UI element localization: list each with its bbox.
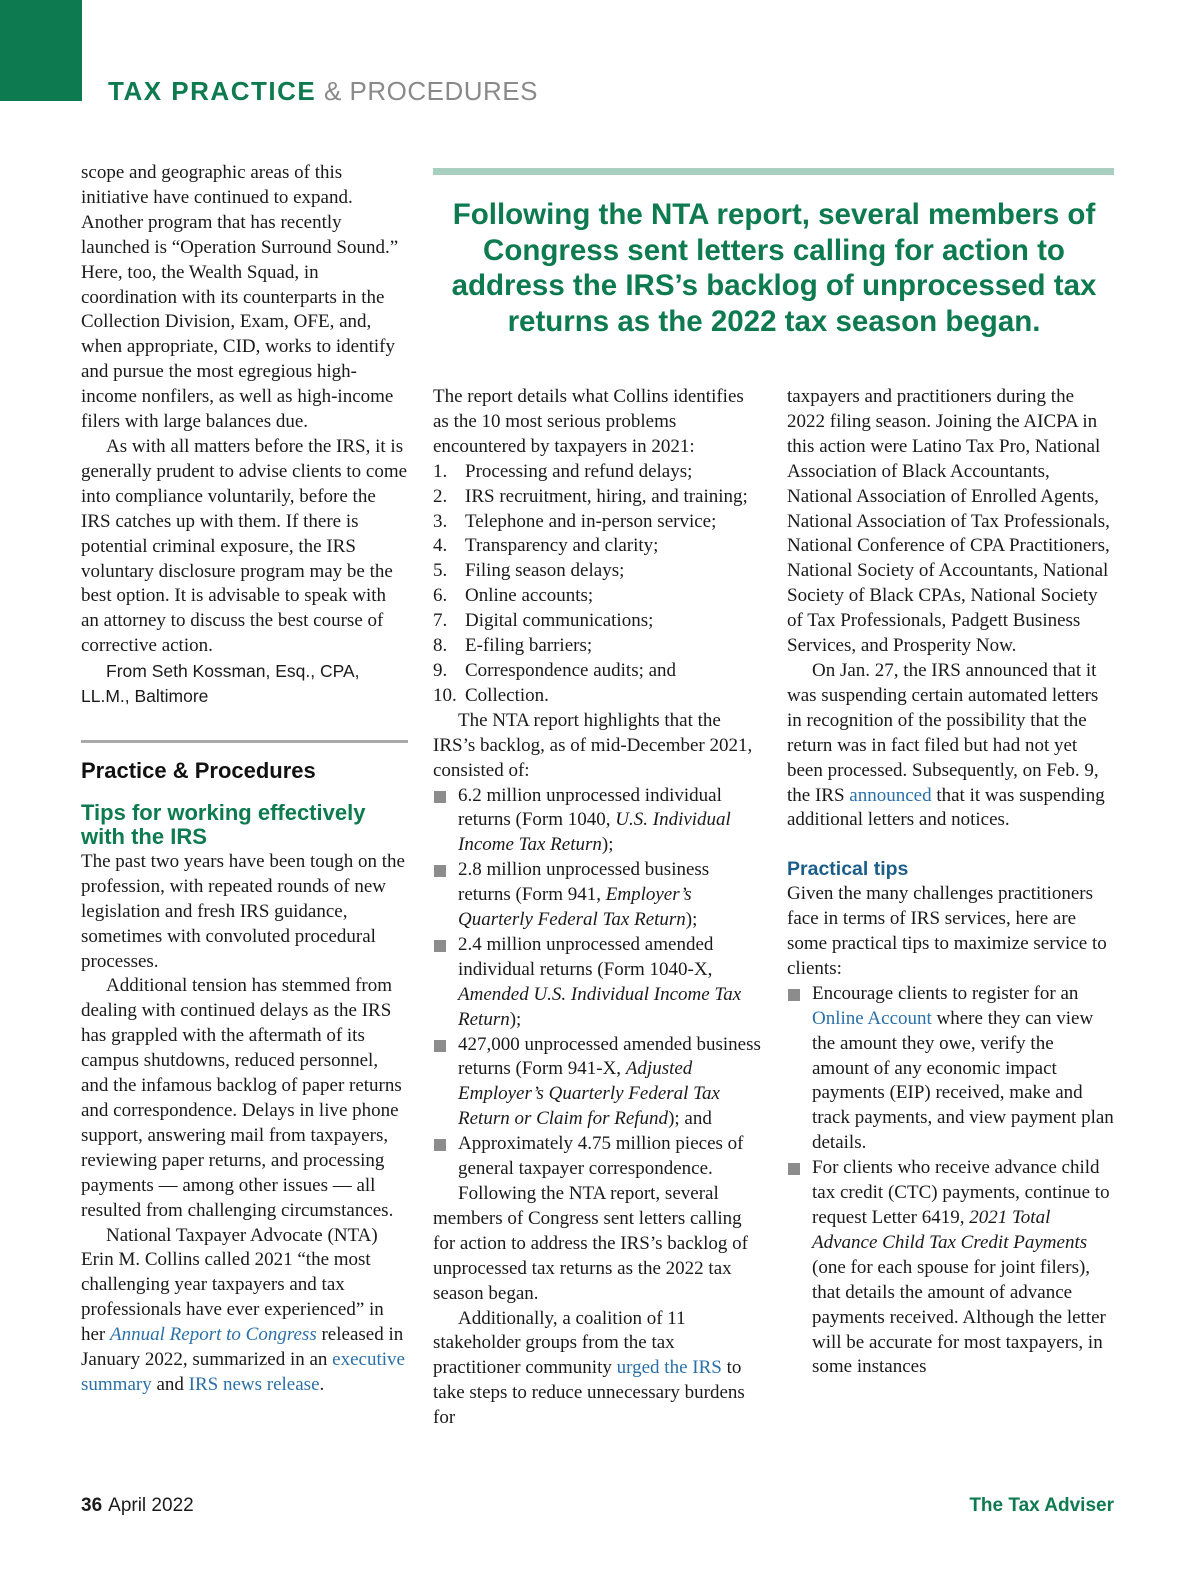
column-left: [81, 161, 408, 1398]
practical-tips-heading: Practical tips: [787, 858, 909, 881]
section-header: [108, 76, 538, 107]
article-title: Tips for working effectively with the IRS: [81, 799, 366, 850]
online-account-link[interactable]: Online Account: [812, 1007, 932, 1029]
paragraph: As with all matters before the IRS, it is generally prudent to advise clients to come into compliance voluntarily, before the IRS catches up with them. If there is potential criminal exposure, the IRS voluntary disclosure program may be the best option. It is advisable to speak with an attorney to discuss the best course of corrective action.: [81, 435, 408, 657]
list-item: 5. Filing season delays;: [433, 560, 625, 582]
issue-date: April 2022: [108, 1495, 194, 1516]
list-item: For clients who receive advance child tax credit (CTC) payments, continue to request Letter 6419, 2021 Total Advance Child Tax Credit Payments (one for each spouse for joint filers), that details the amount of advance payments received. Although the letter will be accurate for most taxpayers, in some instances: [787, 1156, 1114, 1380]
pull-quote-rule: [433, 168, 1114, 175]
irs-news-release-link[interactable]: IRS news release: [188, 1373, 320, 1395]
urged-the-irs-link[interactable]: urged the IRS: [616, 1357, 722, 1379]
publication-name: The Tax Adviser: [969, 1495, 1114, 1516]
backlog-list: [433, 784, 761, 1183]
annual-report-link[interactable]: Annual Report to Congress: [110, 1324, 317, 1346]
tips-list: [787, 982, 1114, 1381]
list-item: 2.8 million unprocessed business returns (Form 941, Employer’s Quarterly Federal Tax Return);: [433, 858, 761, 933]
list-item: 6.2 million unprocessed individual returns (Form 1040, U.S. Individual Income Tax Return);: [433, 784, 761, 859]
paragraph: Additionally, a coalition of 11 stakeholder groups from the tax practitioner community urged the IRS to take steps to reduce unnecessary burdens for: [433, 1307, 745, 1429]
paragraph: On Jan. 27, the IRS announced that it was suspending certain automated letters in recognition of the possibility that the return was in fact filed but had not yet been processed. Subsequently, on Feb. 9, the IRS announced that it was suspending additional letters and notices.: [787, 659, 1105, 831]
section-title: Practice & Procedures: [81, 757, 316, 783]
paragraph: Given the many challenges practitioners face in terms of IRS services, here are some practical tips to maximize service to clients:: [787, 883, 1107, 979]
attribution: From Seth Kossman, Esq., CPA, LL.M., Baltimore: [81, 661, 360, 707]
list-item: Encourage clients to register for an Online Account where they can view the amount they owe, verify the amount of any economic impact payments (EIP) received, make and track payments, and view payment plan details.: [787, 982, 1114, 1156]
list-item: 7. Digital communications;: [433, 610, 654, 632]
list-item: 10. Collection.: [433, 684, 549, 706]
list-item: 4. Transparency and clarity;: [433, 535, 659, 557]
paragraph: Following the NTA report, several members of Congress sent letters calling for action to address the IRS’s backlog of unprocessed tax returns as the 2022 tax season began.: [433, 1183, 749, 1304]
list-item: 1. Processing and refund delays;: [433, 460, 693, 482]
paragraph: National Taxpayer Advocate (NTA) Erin M. Collins called 2021 “the most challenging year taxpayers and tax professionals have ever experienced” in her Annual Report to Congress released in January 2022, summarized in an executive summary and IRS news release.: [81, 1224, 405, 1395]
divider: [81, 740, 408, 743]
page-number: 36: [81, 1495, 103, 1516]
list-item: 8. E-filing barriers;: [433, 635, 593, 657]
problems-list: [433, 460, 761, 709]
list-item: 2. IRS recruitment, hiring, and training;: [433, 485, 748, 507]
footer-folio: [81, 1495, 194, 1517]
paragraph: taxpayers and practitioners during the 2022 filing season. Joining the AICPA in this action were Latino Tax Pro, National Association of Black Accountants, National Association of Enrolled Agents, National Association of Tax Professionals, National Conference of CPA Practitioners, National Society of Accountants, National Society of Black CPAs, National Society of Tax Professionals, Padgett Business Services, and Prosperity Now.: [787, 386, 1110, 657]
paragraph: The NTA report highlights that the IRS’s backlog, as of mid-December 2021, consisted of:: [433, 709, 753, 781]
executive-summary-link[interactable]: executive summary: [81, 1349, 405, 1395]
list-item: 9. Correspondence audits; and: [433, 659, 677, 681]
section-header-light: & PROCEDURES: [323, 76, 538, 106]
column-right: [787, 385, 1114, 1380]
announced-link[interactable]: announced: [849, 784, 932, 806]
list-item: Approximately 4.75 million pieces of general taxpayer correspondence.: [433, 1132, 761, 1182]
column-middle: [433, 385, 761, 1431]
list-item: 6. Online accounts;: [433, 585, 594, 607]
pull-quote: Following the NTA report, several members of Congress sent letters calling for action to address the IRS’s backlog of unprocessed tax returns as the 2022 tax season began.: [451, 198, 1097, 338]
paragraph: scope and geographic areas of this initiative have continued to expand. Another program that has recently launched is “Operation Surround Sound.” Here, too, the Wealth Squad, in coordination with its counterparts in the Collection Division, Exam, OFE, and, when appropriate, CID, works to identify and pursue the most egregious high-income nonfilers, as well as high-income filers with large balances due.: [81, 162, 399, 433]
list-item: 427,000 unprocessed amended business returns (Form 941-X, Adjusted Employer’s Quarterly Federal Tax Return or Claim for Refund); and: [433, 1033, 761, 1133]
paragraph: Additional tension has stemmed from dealing with continued delays as the IRS has grappled with the aftermath of its campus shutdowns, reduced personnel, and the infamous backlog of paper returns and correspondence. Delays in live phone support, answering mail from taxpayers, reviewing paper returns, and processing payments — among other issues — all resulted from challenging circumstances.: [81, 975, 402, 1221]
paragraph: The report details what Collins identifies as the 10 most serious problems encountered by taxpayers in 2021:: [433, 386, 744, 457]
list-item: 2.4 million unprocessed amended individual returns (Form 1040-X, Amended U.S. Individual Income Tax Return);: [433, 933, 761, 1033]
section-header-bold: TAX PRACTICE: [108, 76, 317, 106]
section-color-tab: [0, 0, 82, 101]
paragraph: The past two years have been tough on the profession, with repeated rounds of new legislation and fresh IRS guidance, sometimes with convoluted procedural processes.: [81, 850, 405, 972]
list-item: 3. Telephone and in-person service;: [433, 510, 717, 532]
